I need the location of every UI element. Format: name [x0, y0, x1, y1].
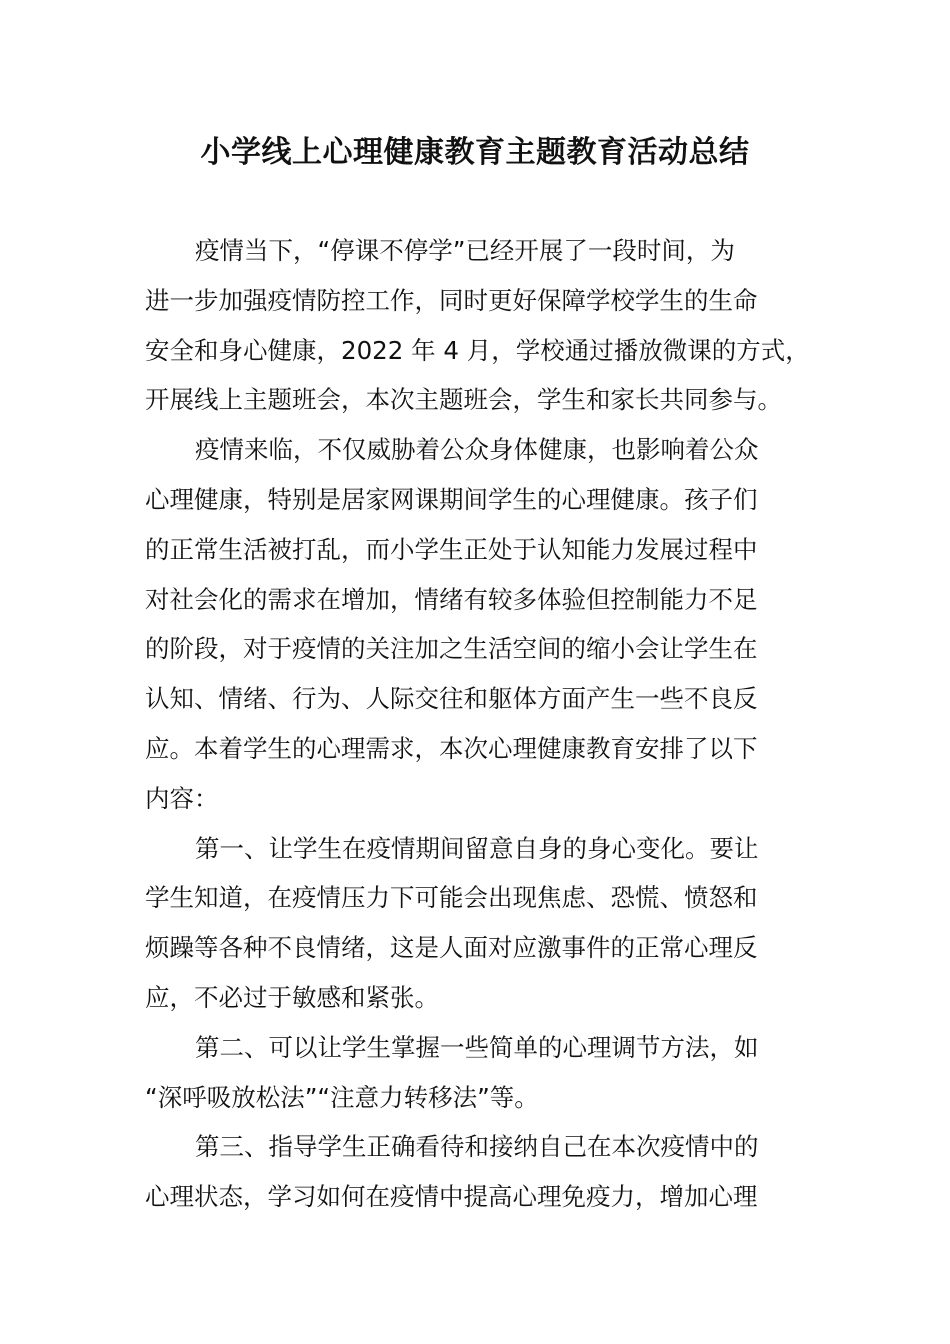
paragraph-2-line-4: 对社会化的需求在增加，情绪有较多体验但控制能力不足: [145, 584, 758, 614]
paragraph-2-line-2: 心理健康，特别是居家网课期间学生的心理健康。孩子们: [145, 484, 758, 514]
paragraph-3-line-4: 应，不必过于敏感和紧张。: [145, 982, 439, 1012]
document-body: [145, 226, 810, 1222]
paragraph-2-line-8: 内容：: [145, 783, 219, 813]
paragraph-3-line-3: 烦躁等各种不良情绪，这是人面对应激事件的正常心理反: [145, 933, 758, 963]
paragraph-2-line-3: 的正常生活被打乱，而小学生正处于认知能力发展过程中: [145, 534, 758, 564]
paragraph-2-line-7: 应。本着学生的心理需求，本次心理健康教育安排了以下: [145, 733, 758, 763]
document-title: 小学线上心理健康教育主题教育活动总结: [200, 135, 750, 170]
paragraph-4-line-1: 第二、可以让学生掌握一些简单的心理调节方法，如: [195, 1032, 759, 1062]
paragraph-2-line-1: 疫情来临，不仅威胁着公众身体健康，也影响着公众: [195, 435, 759, 465]
paragraph-5-line-2: 心理状态，学习如何在疫情中提高心理免疫力，增加心理: [145, 1182, 758, 1212]
paragraph-5-line-1: 第三、指导学生正确看待和接纳自己在本次疫情中的: [195, 1132, 759, 1162]
paragraph-2-line-5: 的阶段，对于疫情的关注加之生活空间的缩小会让学生在: [145, 634, 758, 664]
paragraph-1-line-1: 疫情当下，“停课不停学”已经开展了一段时间，为: [195, 236, 735, 265]
paragraph-3-line-1: 第一、让学生在疫情期间留意自身的身心变化。要让: [195, 833, 759, 863]
paragraph-4-line-2: “深呼吸放松法”“注意力转移法”等。: [145, 1082, 539, 1112]
paragraph-2-line-6: 认知、情绪、行为、人际交往和躯体方面产生一些不良反: [145, 684, 758, 714]
paragraph-1-line-4: 开展线上主题班会，本次主题班会，学生和家长共同参与。: [145, 385, 782, 415]
paragraph-1-line-2: 进一步加强疫情防控工作，同时更好保障学校学生的生命: [145, 285, 758, 315]
paragraph-3-line-2: 学生知道，在疫情压力下可能会出现焦虑、恐慌、愤怒和: [145, 883, 758, 913]
paragraph-1-line-3: 安全和身心健康，2022 年 4 月，学校通过播放微课的方式，: [145, 335, 810, 365]
